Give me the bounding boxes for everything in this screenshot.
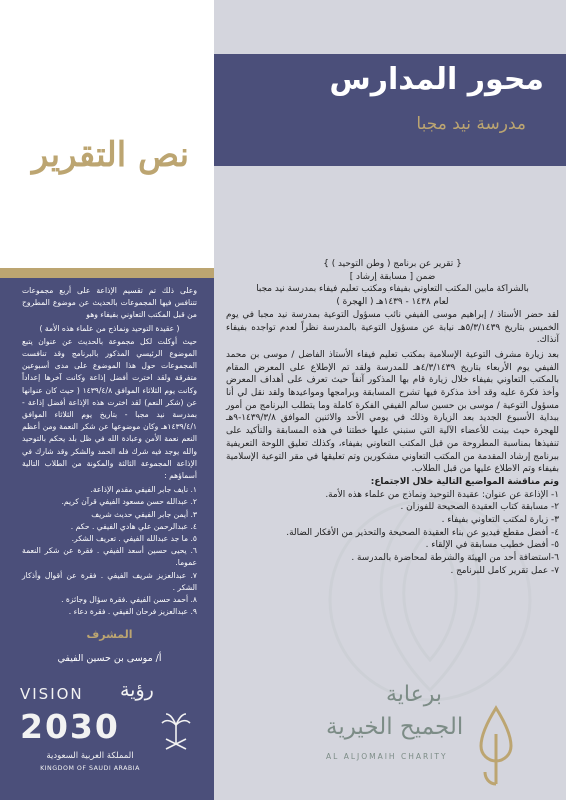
intro-line: { تقرير عن برنامج ( وطن التوحيد ) }: [323, 259, 462, 269]
vision-arabic-label: رؤية: [120, 679, 154, 701]
agenda-item: ٣- زيارة لمكتب التعاوني بفيفاء .: [441, 515, 559, 526]
left-top-panel: [0, 0, 214, 268]
member-item: ١. نايف جابر الفيفي مقدم الإذاعة.: [90, 485, 197, 495]
paragraph-topics-heading: وتم مناقشة المواضيع التالية خلال الاجتماع:: [370, 476, 559, 487]
page-title: محور المدارس: [329, 62, 544, 97]
member-item: ٥. ما جد عبدالله الفيفي . تعريف الشكر.: [71, 534, 197, 544]
sponsor-name-arabic: الجميح الخيرية: [326, 714, 464, 740]
left-paragraph-details: حيث أوكلت لكل مجموعة بالحديث عن عنوان يتبع الموضوع الرئيسي المذكور بالبرنامج وقد تنافست المجموعات حول هذا الموضوع على مدى أسبوعين متفرقة ولقد اخترت أفضل إذاعة وكانت آخرها إعداداً وكانت يوم الثلاثاء الموافق ١٤٣٩/٤/٨ ( حيث كان عنوانها عن (شكر النعم) لقد اخترت هذه الإذاعة أفضل إذاعة - بمدرسة نيد مجبا - بتاريخ يوم الثلاثاء الموافق ١٤٣٩/٤/١هـ وكان موضوعها عن شكر النعمة ومن أعظم النعم نعمة الأمن وعبادة الله في ظل بلد يحكم بالتوحيد والله يوجد فيه شرك فله الحمد والشكر وقد شارك في الإذاعة المجموعة الثالثة والمكونة من الطلاب التالية أسماؤهم :: [22, 336, 197, 481]
sponsor-name-english: AL ALJOMAIH CHARITY: [326, 752, 448, 761]
member-item: ٣. أيمن جابر الفيفي حديث شريف: [91, 509, 197, 519]
main-report-text: [226, 258, 559, 578]
member-item: ٤. عبدالرحمن علي هادي الفيفي . حكم .: [70, 521, 197, 531]
member-item: ٢. عبدالله حسن مسعود الفيفي قرآن كريم.: [61, 497, 197, 507]
agenda-item: ٤- أفضل مقطع فيديو عن بناء العقيدة الصحيحة والتحذير من الأفكار الضالة.: [286, 527, 559, 538]
agenda-item: ٦-استضافة أحد من الهيئة والشرطة لمحاضرة بالمدرسة .: [351, 553, 559, 564]
header-banner: [214, 54, 566, 166]
vision-label: VISION: [20, 685, 84, 703]
paragraph-visit: بعد زيارة مشرف التوعية الإسلامية بمكتب تعليم فيفاء الأستاذ الفاضل / موسى بن محمد الفيفي يوم الأربعاء بتاريخ ٤/٣/١٤٣٩هـ للمدرسة ولقد تم الإطلاع على المعرض المقام بالمكتب التعاوني بفيفاء خلال زيارة قام بها المذكور آنفاً حيث تعرف على أهداف المعرض وأخذ فكرة عليه وقد أخذ مذكرة فيها تشرح المسابقة وبرامجها ومواعيدها ولقد نقل لي أنا مسؤول التوعية / موسى بن حسين سالم الفيفي الفكرة كاملة وما يتطلب البرنامج من أمور ببداية الأسبوع الجديد بعد الزيارة وذلك في يومي الأحد والاثنين الموافق ١٤٣٩/٣/٨-٩هـ للهجرة حيث بينت للأعضاء الآلية التي سنبني عليها خطتنا في هذه المسابقة والتأكيد على تنفيذها بمناسبة المطروحة من قبل المكتب التعاوني بفيفاء، وكذلك تعليق اللوحة التعريفية ببرنامج إرشاد المقدمة من المكتب التعاوني مشكورين وتم تعليقها في مقر التوعية الإسلامية بفيفاء وتم الاطلاع عليها من قبل الطلاب.: [226, 349, 560, 475]
report-heading: نص التقرير: [31, 135, 190, 175]
vision-2030-logo: [20, 679, 195, 790]
member-item: ٧. عبدالعزيز شريف الفيفي . فقرة عن أقوال وأذكار الشكر .: [22, 570, 197, 592]
left-paragraph-groups: وعلى ذلك تم تقسيم الإذاعة على أربع مجموعات تتنافس فيها المجموعات بالحديث عن موضوع المطروح من قبل المكتب التعاوني بفيفاء وهو: [22, 286, 197, 320]
palm-swords-icon: [160, 711, 192, 751]
member-item: ٩. عبدالعزيز فرحان الفيفي . فقرة دعاء .: [68, 607, 197, 617]
school-name: مدرسة نيد مجبا: [416, 114, 526, 134]
member-item: ٦. يحيى حسين أسعد الفيفي . فقرة عن شكر النعمة عموما.: [22, 546, 197, 568]
sponsor-logo: [326, 682, 562, 790]
charity-drop-icon: [471, 704, 521, 788]
paragraph-attendance: لقد حضر الأستاذ / إبراهيم موسى الفيفي نائب مسؤول التوعية بمدرسة نيد مجبا في يوم الخميس بتاريخ ٥/٣/١٤٣٩هـ نيابة عن مسؤول التوعية بالمدرسة نظراً لعدم تواجده بفيفاء آنذاك.: [226, 309, 559, 346]
agenda-item: ٧- عمل تقرير كامل للبرنامج .: [450, 565, 559, 576]
agenda-list: [226, 489, 559, 578]
kingdom-arabic: المملكة العربية السعودية: [46, 751, 134, 761]
intro-line: بالشراكة مابين المكتب التعاوني بفيفاء ومكتب تعليم فيفاء بمدرسة نيد مجبا: [256, 284, 529, 295]
vision-year: 2030: [20, 707, 120, 746]
kingdom-english: KINGDOM OF SAUDI ARABIA: [40, 765, 140, 772]
members-list: [22, 484, 197, 618]
member-item: ٨. أحمد حسن الفيفي .فقرة سؤال وجائزة .: [61, 595, 197, 605]
supervisor-label: المشرف: [86, 628, 133, 641]
agenda-item: ١- الإذاعة عن عنوان: عقيدة التوحيد ونماذج من علماء هذه الأمة.: [325, 489, 559, 500]
intro-line: لعام ١٤٣٨ - ١٤٣٩هـ ( الهجرة ): [336, 297, 449, 308]
gold-divider: [0, 268, 214, 278]
left-paragraph-topic: ( عقيدة التوحيد ونماذج من علماء هذه الأمة ): [39, 323, 180, 333]
agenda-item: ٥- أفضل خطيب مسابقة في الإلقاء .: [425, 540, 559, 551]
agenda-item: ٢- مسابقة كتاب العقيدة الصحيحة للفوزان .: [400, 502, 559, 513]
intro-line: ضمن [ مسابقة إرشاد ]: [349, 271, 436, 282]
sponsor-label: برعاية: [386, 682, 443, 707]
radio-report-text: [22, 285, 197, 618]
supervisor-name: أ/ موسى بن حسين الفيفي: [57, 653, 162, 664]
